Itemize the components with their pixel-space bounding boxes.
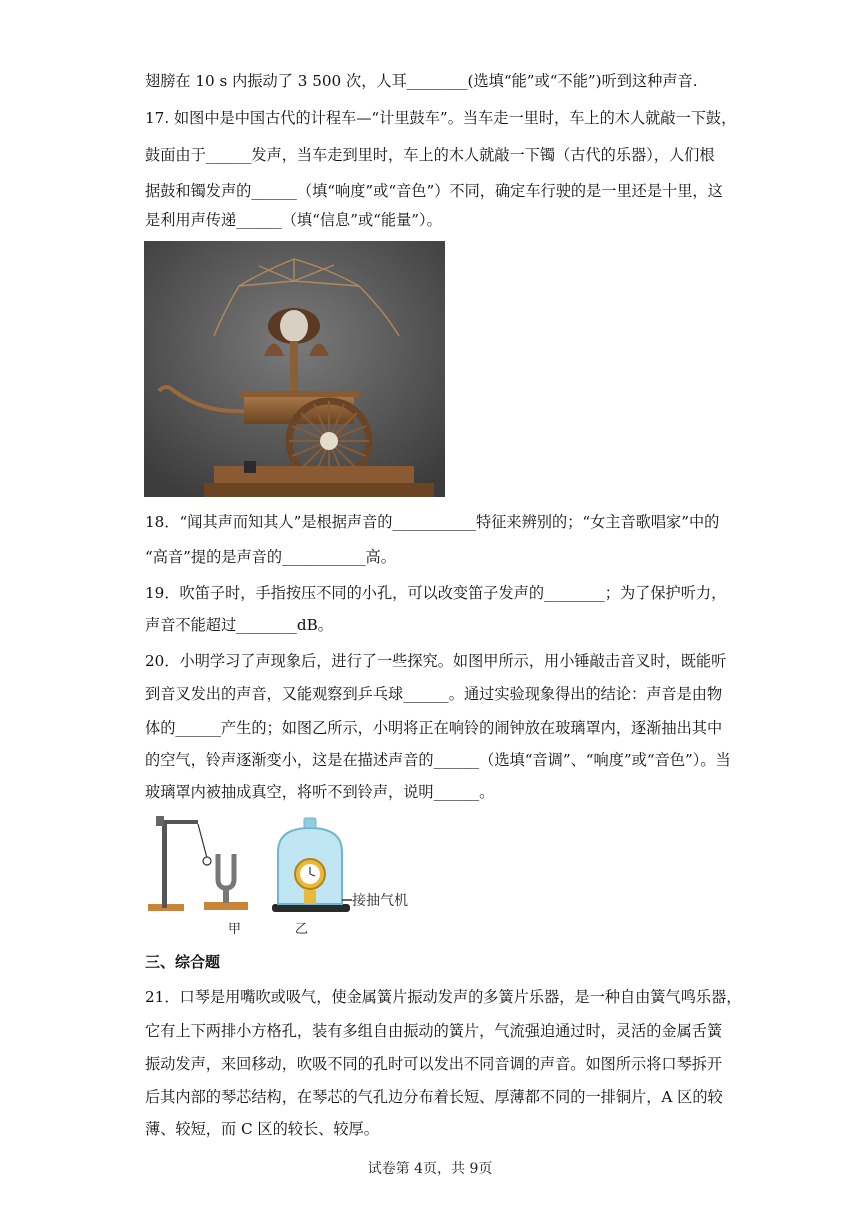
- text-line: 后其内部的琴芯结构，在琴芯的气孔边分布着长短、厚薄都不同的一排铜片，A 区的较: [145, 1088, 723, 1106]
- text-line: 据鼓和镯发声的______（填“响度”或“音色”）不同，确定车行驶的是一里还是十里，这: [145, 182, 723, 200]
- text-line: 声音不能超过________dB。: [145, 616, 333, 634]
- section-heading: 三、综合题: [145, 953, 221, 971]
- bell-jar-apparatus: [272, 818, 352, 912]
- stand-apparatus: [148, 816, 248, 911]
- text-line: 是利用声传递______（填“信息”或“能量”）。: [145, 211, 442, 229]
- text-line: 薄、较短，而 C 区的较长、较厚。: [145, 1120, 379, 1138]
- text-line: 玻璃罩内被抽成真空，将听不到铃声，说明______。: [145, 783, 495, 801]
- question-19-line: 19．吹笛子时，手指按压不同的小孔，可以改变笛子发声的________；为了保护听力，: [145, 584, 727, 602]
- page-footer: 试卷第 4页，共 9页: [367, 1161, 493, 1177]
- text-line: “高音”提的是声音的___________高。: [145, 548, 396, 566]
- text-line: 到音叉发出的声音，又能观察到乒乓球______。通过实验现象得出的结论：声音是由物: [145, 685, 723, 703]
- figure-label-yi: 乙: [295, 922, 309, 937]
- question-21-line: 21．口琴是用嘴吹或吸气，使金属簧片振动发声的多簧片乐器，是一种自由簧气鸣乐器，: [145, 988, 742, 1006]
- text-line: 的空气，铃声逐渐变小，这是在描述声音的______（选填“音调”、“响度”或“音色”）。当: [145, 751, 731, 769]
- text-line: 它有上下两排小方格孔，装有多组自由振动的簧片，气流强迫通过时，灵活的金属舌簧: [145, 1022, 723, 1040]
- text-line: 体的______产生的；如图乙所示，小明将正在响铃的闹钟放在玻璃罩内，逐渐抽出其中: [145, 719, 723, 737]
- figure-label-jia: 甲: [228, 922, 242, 937]
- pump-label: 接抽气机: [352, 893, 408, 909]
- question-17-line: 17. 如图中是中国古代的计程车—“计里鼓车”。当车走一里时，车上的木人就敲一下鼓，: [145, 109, 737, 127]
- text-line: 鼓面由于______发声，当车走到里时，车上的木人就敲一下镯（古代的乐器），人们根: [145, 146, 715, 164]
- text-line: 振动发声，来回移动，吹吸不同的孔时可以发出不同音调的声音。如图所示将口琴拆开: [145, 1055, 723, 1073]
- tuning-fork-bell-jar-figure: [140, 814, 420, 938]
- question-20-line: 20．小明学习了声现象后，进行了一些探究。如图甲所示，用小锤敲击音叉时，既能听: [145, 652, 727, 670]
- text-line: 翅膀在 10 s 内振动了 3 500 次，人耳________(选填“能”或“不能”)听到这种声音.: [145, 72, 698, 90]
- drum-cart-photo: [144, 241, 445, 497]
- question-18-line: 18．“闻其声而知其人”是根据声音的___________特征来辨别的；“女主音歌唱家”中的: [145, 513, 720, 531]
